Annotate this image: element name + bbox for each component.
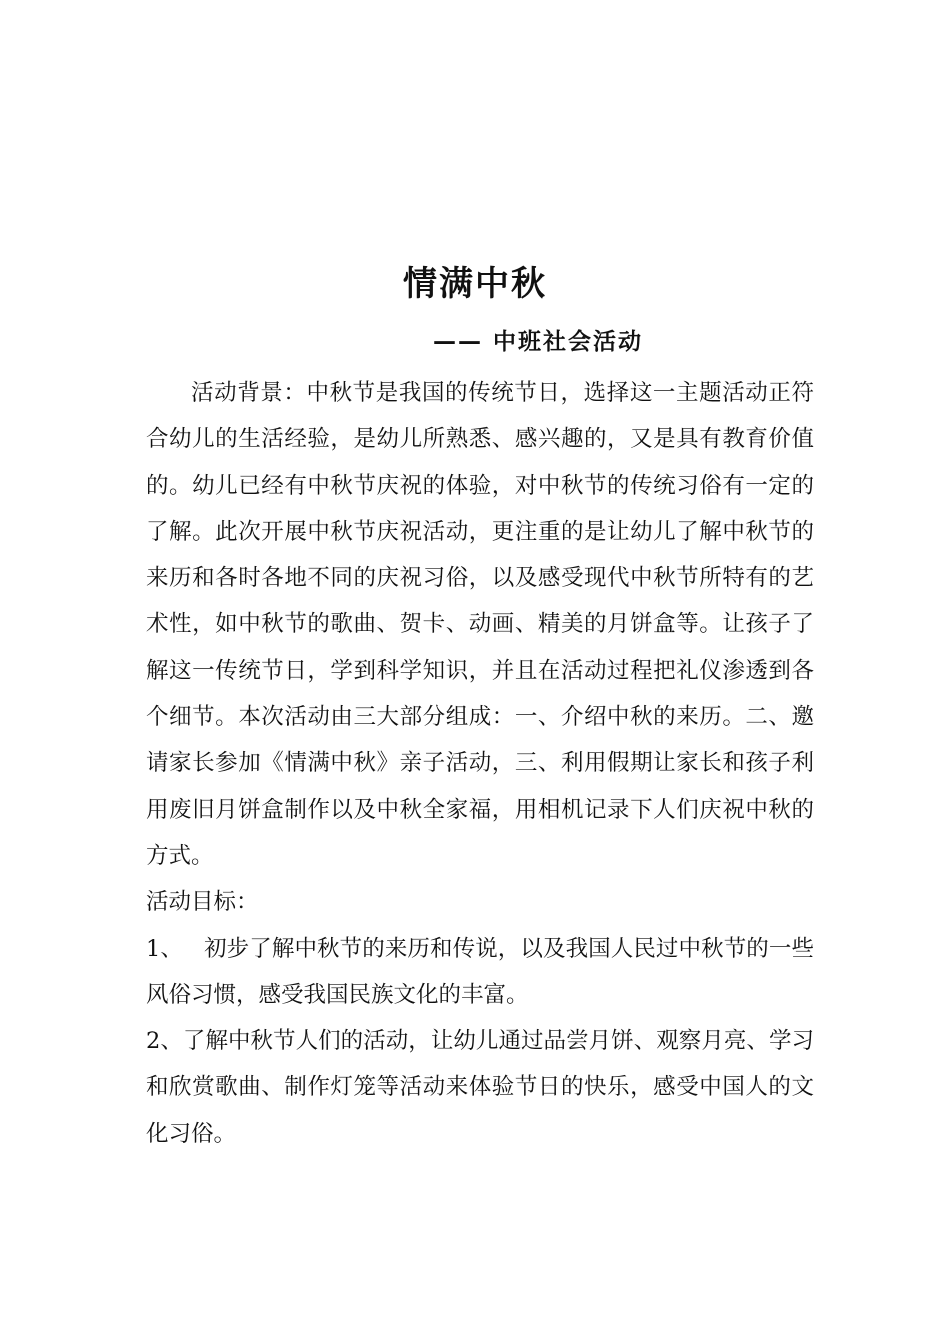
document-subtitle: —— 中班社会活动 — [433, 329, 644, 355]
objective-text-2: 了解中秋节人们的活动，让幼儿通过品尝月饼、观察月亮、学习和欣赏歌曲、制作灯笼等活动来体验节日的快乐，感受中国人的文化习俗。 — [146, 1028, 814, 1147]
objective-text-1: 初步了解中秋节的来历和传说，以及我国人民过中秋节的一些风俗习惯，感受我国民族文化的丰富。 — [146, 935, 814, 1008]
document-body — [146, 370, 814, 1157]
objective-number-1: 1、 — [146, 935, 183, 962]
objective-item-2 — [146, 1018, 814, 1157]
document-title: 情满中秋 — [403, 264, 547, 304]
objective-number-2: 2、 — [146, 1028, 183, 1055]
objective-item-1 — [146, 926, 814, 1019]
background-paragraph: 活动背景：中秋节是我国的传统节日，选择这一主题活动正符合幼儿的生活经验，是幼儿所熟悉、感兴趣的，又是具有教育价值的。幼儿已经有中秋节庆祝的体验，对中秋节的传统习俗有一定的了解。此次开展中秋节庆祝活动，更注重的是让幼儿了解中秋节的来历和各时各地不同的庆祝习俗，以及感受现代中秋节所特有的艺术性，如中秋节的歌曲、贺卡、动画、精美的月饼盒等。让孩子了解这一传统节日，学到科学知识，并且在活动过程把礼仪渗透到各个细节。本次活动由三大部分组成：一、介绍中秋的来历。二、邀请家长参加《情满中秋》亲子活动，三、利用假期让家长和孩子利用废旧月饼盒制作以及中秋全家福，用相机记录下人们庆祝中秋的方式。 — [146, 380, 814, 869]
objectives-heading: 活动目标： — [146, 889, 259, 916]
